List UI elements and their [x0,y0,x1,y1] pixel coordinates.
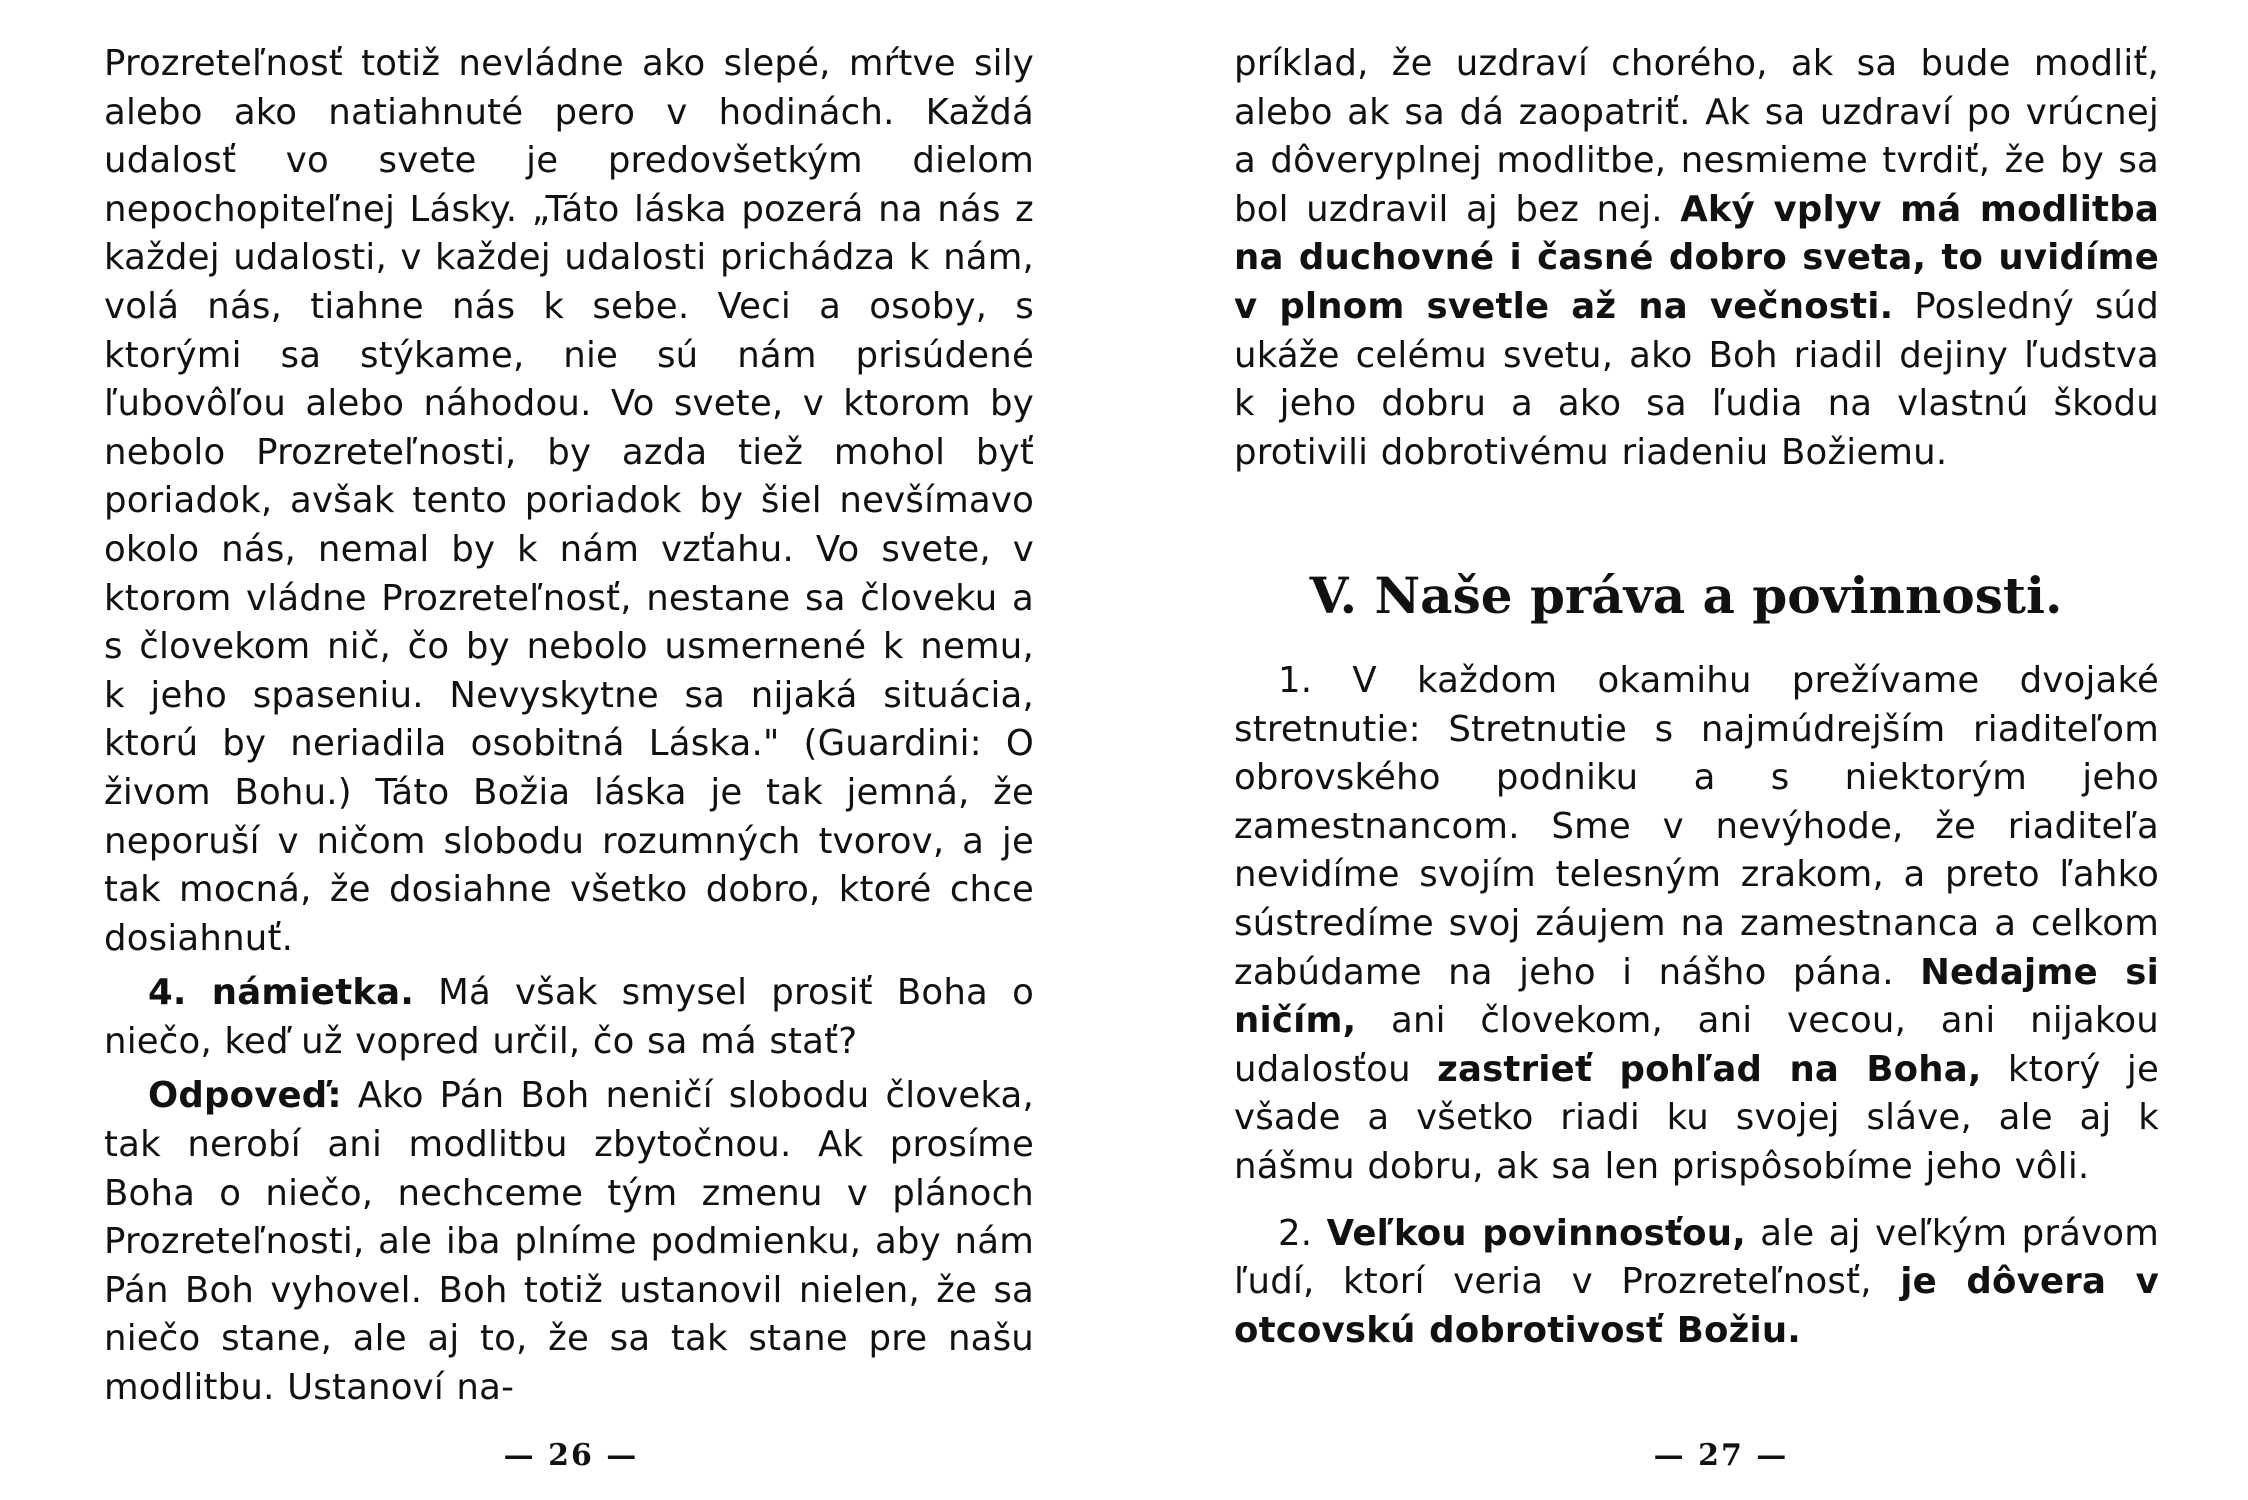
answer-text: Ako Pán Boh neničí slobodu človeka, tak nerobí ani modlitbu zbytočnou. Ak prosíme Boha o niečo, nechceme tým zmenu v plánoch Prozreteľnosti, ale iba plníme podmienku, aby nám Pán Boh vyhovel. Boh totiž ustanovil nielen, že sa niečo stane, ale aj to, že sa tak stane pre našu modlitbu. Ustanoví na- [104,1075,1034,1409]
prayer-text-end: Posledný súd ukáže celému svetu, ako Boh riadil dejiny ľudstva k jeho dobru a ako sa ľudia na vlastnú škodu protivili dobrotivému riadeniu Božiemu. [1234,285,2159,473]
paragraph-answer [104,1072,1034,1412]
point-2-text-a: 2. [1278,1212,1327,1254]
point-2-text-b: ale aj veľkým právom ľudí, ktorí veria v Prozreteľnosť, [1234,1212,2159,1303]
point-1-bold-a: Nedajme si ničím, [1234,951,2159,1042]
point-1-bold-b: zastrieť pohľad na Boha, [1437,1048,1982,1090]
point-2-bold-b: je dôvera v otcovskú dobrotivosť Božiu. [1234,1261,2159,1351]
left-page-text [104,40,1034,1413]
point-1-text-b: ani človekom, ani vecou, ani nijakou udalosťou [1234,1000,2159,1090]
prayer-text: príklad, že uzdraví chorého, ak sa bude modliť, alebo ak sa dá zaopatriť. Ak sa uzdraví po vrúcnej a dôveryplnej modlitbe, nesmieme tvrdiť, že by sa bol uzdravil aj bez nej. [1234,43,2159,230]
objection-text: Má však smysel prosiť Boha o niečo, keď už vopred určil, čo sa má stať? [104,972,1034,1062]
prayer-bold-sentence: Aký vplyv má modlitba na duchovné i časné dobro sveta, to uvidíme v plnom svetle až na večnosti. [1234,188,2159,327]
right-page-top-text [1234,40,2159,477]
point-2-bold-a: Veľkou povinnosťou, [1326,1212,1746,1254]
answer-label: Odpoveď: [148,1075,342,1117]
page-number-right: — 27 — [1653,1438,1789,1473]
paragraph-providence-love: Prozreteľnosť totiž nevládne ako slepé, mŕtve sily alebo ako natiahnuté pero v hodinách. Každá udalosť vo svete je predovšetkým dielom nepochopiteľnej Lásky. „Táto láska pozerá na nás z každej udalosti, v každej udalosti prichádza k nám, volá nás, tiahne nás k sebe. Veci a osoby, s ktorými sa stýkame, nie sú nám prisúdené ľubovôľou alebo náhodou. Vo svete, v ktorom by nebolo Prozreteľnosti, by azda tiež mohol byť poriadok, avšak tento poriadok by šiel nevšímavo okolo nás, nemal by k nám vzťahu. Vo svete, v ktorom vládne Prozreteľnosť, nestane sa človeku a s človekom nič, čo by nebolo usmernené k nemu, k jeho spaseniu. Nevyskytne sa nijaká situácia, ktorú by neriadila osobitná Láska." (Guardini: O živom Bohu.) Táto Božia láska je tak jemná, že neporuší v ničom slobodu rozumných tvorov, a je tak mocná, že dosiahne všetko dobro, ktoré chce dosiahnuť. [104,43,1034,959]
right-page-section-text [1234,657,2159,1355]
paragraph-point-1 [1234,657,2159,1192]
page-number-left: — 26 — [503,1438,639,1473]
paragraph-objection-4 [104,969,1034,1066]
paragraph-prayer-continuation [1234,40,2159,477]
point-1-text-a: 1. V každom okamihu prežívame dvojaké stretnutie: Stretnutie s najmúdrejším riaditeľom obrovského podniku a s niektorým jeho zamestnancom. Sme v nevýhode, že riaditeľa nevidíme svojím telesným zrakom, a preto ľahko sústredíme svoj záujem na zamestnanca a celkom zabúdame na jeho i nášho pána. [1234,660,2159,993]
objection-label: 4. námietka. [148,972,415,1014]
section-heading: V. Naše práva a povinnosti. [1309,566,2063,625]
point-1-text-c: ktorý je všade a všetko riadi ku svojej sláve, ale aj k nášmu dobru, ak sa len prispôsobíme jeho vôli. [1234,1048,2160,1187]
paragraph-point-2 [1234,1210,2159,1356]
